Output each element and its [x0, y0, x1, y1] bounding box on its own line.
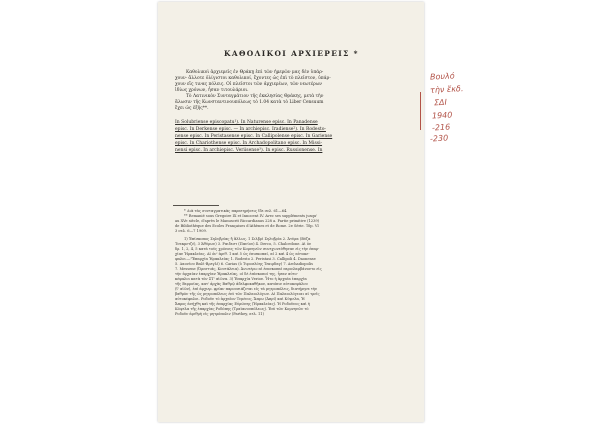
handwritten-note: 1940 [431, 110, 453, 121]
footnote-line: Ροδοῦν ἀριθμὴ εἰς μητρόπολιν (Parthey, σελ. 11) [175, 312, 264, 316]
footnote-line: βαθμὸν τῆς ὡς μητροπόλεως ἐπὶ τῶν Παλαιολόγων. Αἱ Παλαιολόγειαι αἱ τρεῖς [175, 292, 320, 296]
intro-line: Τὸ Λατινικὸν Συνταγμάτιον τῆς ἐκκλησίας Θράκης, μετὰ τὴν [186, 94, 324, 99]
document-page [158, 2, 424, 422]
footnote-line: χίαν Ἡρακλείας. Αἱ ὀν' ἀριθ. 1 καὶ 5 ὡς ἐπισκοπαί, αἱ 2 καὶ 4 ὡς αὐτοκε- [175, 252, 310, 256]
footnote-line: Τσεκμετζέ), 3 Ἀθύρων) 3. Ραιδεστ (Πανίου) 4. Derco, 5. Chalcedone. Αἱ ὀν [175, 242, 312, 246]
footnote-divider [173, 205, 219, 206]
handwritten-note: -216 [431, 122, 451, 133]
footnote-line: δρ. 1, 2, 4, 5 κατὰ τοὺς χρόνους τῶν Κομνηνῶν συνεχωνεύθησαν εἰς τὴν ἐπαρ- [175, 247, 320, 251]
handwritten-note: τὴν ἔκδ. [429, 84, 464, 95]
footnote-line: * Διὰ τὰς συνταγματικὰς παρατηρήσεις ἴδε σελ. 61—64. [184, 209, 288, 213]
footnote-line: au XVe siècle, d'après le Manuscrit Riccardianus 228 a. Partie primitive (1239) [175, 219, 320, 223]
intro-line: χουν· ἄλλοτε ὀλίγιστοι καθολικοί, ἔχοντες ὡς ἐπὶ τὸ πλεῖστον, ὑπάρ- [175, 76, 331, 81]
intro-line: ἔχει ὡς ἑξῆς**. [175, 106, 209, 111]
latin-line: nensi episc. In archiepisc. Veriisense³). In episc. Russionense. In [175, 148, 323, 153]
latin-line: In Solubriense episcopatu¹). In Naturense episc. In Panadense [175, 120, 318, 125]
footnote-line: 5. Δαονίου Βαλὶ-Βρεγλί) 6. Carias (ὁ Τυροσλόης Τεκιρδαγ) 7. Archadiopolis [175, 262, 313, 266]
footnote-line: 3 σελ. 6—7 1909. [175, 229, 207, 233]
handwritten-note: Βουλό [429, 71, 455, 82]
page-title: ΚΑΘΟΛΙΚΟΙ ΑΡΧΙΕΡΕΙΣ * [224, 49, 359, 58]
footnote-line: αὐτοκέφαλοι. Ροδοῦν τὸ ἀρχαῖον Τεμένος, Ἄπρω (Ἀπρί) καὶ Κύψελα, Ἡ [175, 297, 305, 301]
footnote-line: κέφαλοι κατὰ τὸν ΣΤ' αἰῶνα. 3) Ἐπαρχία Verioe. Ἦτο ἡ ἀρχαία ἐπαρχία [175, 277, 307, 281]
intro-line: Καθολικοὶ ἀρχιερεῖς ἐν Θράκῃ ἐπὶ τῶν ἡμερῶν μας δὲν ὑπάρ- [186, 70, 324, 75]
footnote-line: Κόψελα τῆς ἐπαρχίας Ροδόπης (Τραϊανουπόλεως). Ἐπὶ τῶν Κομνηνῶν τὸ [175, 307, 309, 311]
intro-line: ἰδίως χρόνων, ἦσαν τιτουλάριοι. [175, 88, 249, 93]
handwritten-note: ΣΔΙ [433, 97, 448, 108]
intro-line: χουν εἴς τινας πόλεις. Οἱ πλεῖστοι τῶν ἀρχιερέων, τῶν νεωτέρων [175, 82, 322, 87]
intro-line: ἅλωσιν τῆς Κωνσταντινουπόλεως τὸ 1.04 κατὰ τὸ Liber Censuum [175, 100, 324, 105]
footnote-line: τῆς Βερροίας, κατ' ἀρχὰς Βαθμῷ ἀδελφοκαθῆκον, κατόπιν αὐτοκεφάλου [175, 282, 308, 286]
latin-line: episc. In Derkense episc. — In archiepisc. Iradiense²). In Rodesto- [175, 127, 326, 132]
footnote-line: Ἄπρος ἀνήχθη καὶ τῆς ἐπαρχίας Εὐρώπης (Ἡρακλείας). Ἡ Ροδοῦνος καὶ ἡ [175, 302, 310, 306]
handwritten-bracket [420, 92, 427, 130]
footnote-line: τὴν ἀρχαίαν ἐπαρχίαν Ἡρακλείας, οἱ δὲ ἐπίσκοποί της, ἦσαν αὐτο- [175, 272, 298, 276]
footnote-line: 1) Ἐπίσκοπος Σηλυβρίας ἢ ἄλλως. 1 Σιλβρὶ Σηλυβρία 2. Ἀτύρα (Βύζα [184, 237, 311, 241]
footnote-line: (ἴ' αἰῶν), ἐπὶ ἀρχιερ. φρίαν παρουσιάζεται εἰς τὰ μητροπόλεις, διατήρησε τὴν [175, 287, 318, 291]
footnote-line: ** Remanié sous Gregoire IX et Innocent IV. Avec ses suppléments jusqu' [184, 214, 318, 218]
handwritten-note: -230 [429, 133, 449, 144]
footnote-line: φαλοι.—²Ἐπαρχία Ἡρακλείας 1. Rodesto 2. Peristasi 3. Callipoli 4. Daonense [175, 257, 316, 261]
footnote-line: de Bibliothèque des Ecoles Françaises d'Athènes et de Rome. 2e Série. Tôp. VI [175, 224, 319, 228]
latin-line: nense episc. In Peristasense episc. In Callipolense episc. In Gariense [175, 134, 333, 139]
latin-line: episc. In Chariothense episc. In Archadopolitano episc. In Missi- [175, 141, 323, 146]
footnote-line: 7. Messene (Ὀρεστιάς, Κουτάλεια). Ἀνωτέρω αἱ ἐπισκοπαὶ περιελαμβάνοντο εἰς [175, 267, 322, 271]
